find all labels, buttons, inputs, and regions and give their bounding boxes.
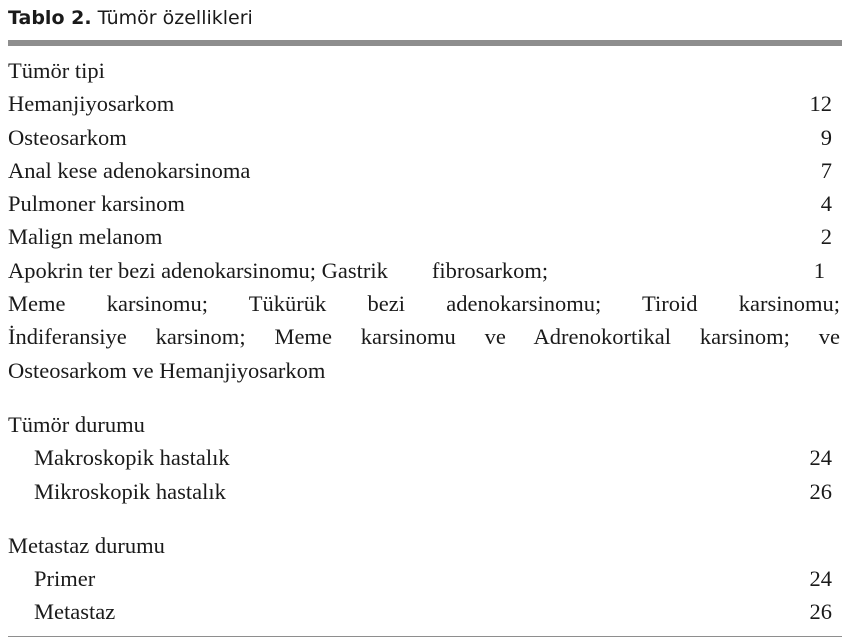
section-heading-tumor-type: Tümör tipi (8, 58, 105, 83)
section-heading-tumor-status: Tümör durumu (8, 411, 145, 437)
table-row (8, 187, 832, 220)
table-caption (8, 4, 253, 32)
row-value: 9 (820, 124, 832, 150)
row-value: 2 (820, 224, 832, 250)
section-heading-metastasis-status: Metastaz durumu (8, 532, 165, 558)
row-label: Malign melanom (8, 224, 163, 250)
table-body (8, 54, 840, 629)
row-value: 12 (809, 91, 832, 117)
row-label: Hemanjiyosarkom (8, 91, 175, 117)
table-row (8, 87, 832, 120)
other-types-line2: Meme karsinomu; Tükürük bezi adenokarsinomu; Tiroid karsinomu; (8, 291, 840, 317)
row-value: 24 (809, 566, 832, 592)
row-value: 24 (809, 445, 832, 471)
table-row (8, 441, 832, 474)
row-label: Pulmoner karsinom (8, 191, 185, 217)
other-types-line1-a: Apokrin ter bezi adenokarsinomu; Gastrik (8, 257, 388, 283)
table-row-other-types (8, 254, 832, 287)
table-bottom-rule (8, 636, 842, 637)
table-row (8, 595, 832, 628)
other-types-line1 (8, 254, 548, 287)
row-label: Metastaz (34, 599, 116, 625)
row-value: 4 (820, 191, 832, 217)
other-types-continuation (8, 287, 840, 387)
row-label: Makroskopik hastalık (34, 445, 230, 471)
row-value: 7 (820, 157, 832, 183)
row-label: Mikroskopik hastalık (34, 478, 226, 504)
row-value: 26 (809, 599, 832, 625)
table-row (8, 475, 832, 508)
table-top-rule (8, 40, 842, 46)
other-types-line1-b: fibrosarkom; (431, 257, 549, 283)
other-types-line3: İndiferansiye karsinom; Meme karsinomu ve Adrenokortikal karsinom; ve (8, 324, 840, 350)
table-row (8, 121, 832, 154)
table-caption-title: Tümör özellikleri (97, 7, 253, 29)
row-label: Anal kese adenokarsinoma (8, 157, 251, 183)
row-label: Osteosarkom (8, 124, 127, 150)
table-row (8, 154, 832, 187)
row-value: 1 (813, 257, 825, 283)
other-types-line4: Osteosarkom ve Hemanjiyosarkom (8, 357, 326, 383)
row-label: Primer (34, 566, 96, 592)
row-value: 26 (809, 478, 832, 504)
table-row (8, 220, 832, 253)
table-row (8, 562, 832, 595)
table-caption-label: Tablo 2. (8, 7, 92, 29)
